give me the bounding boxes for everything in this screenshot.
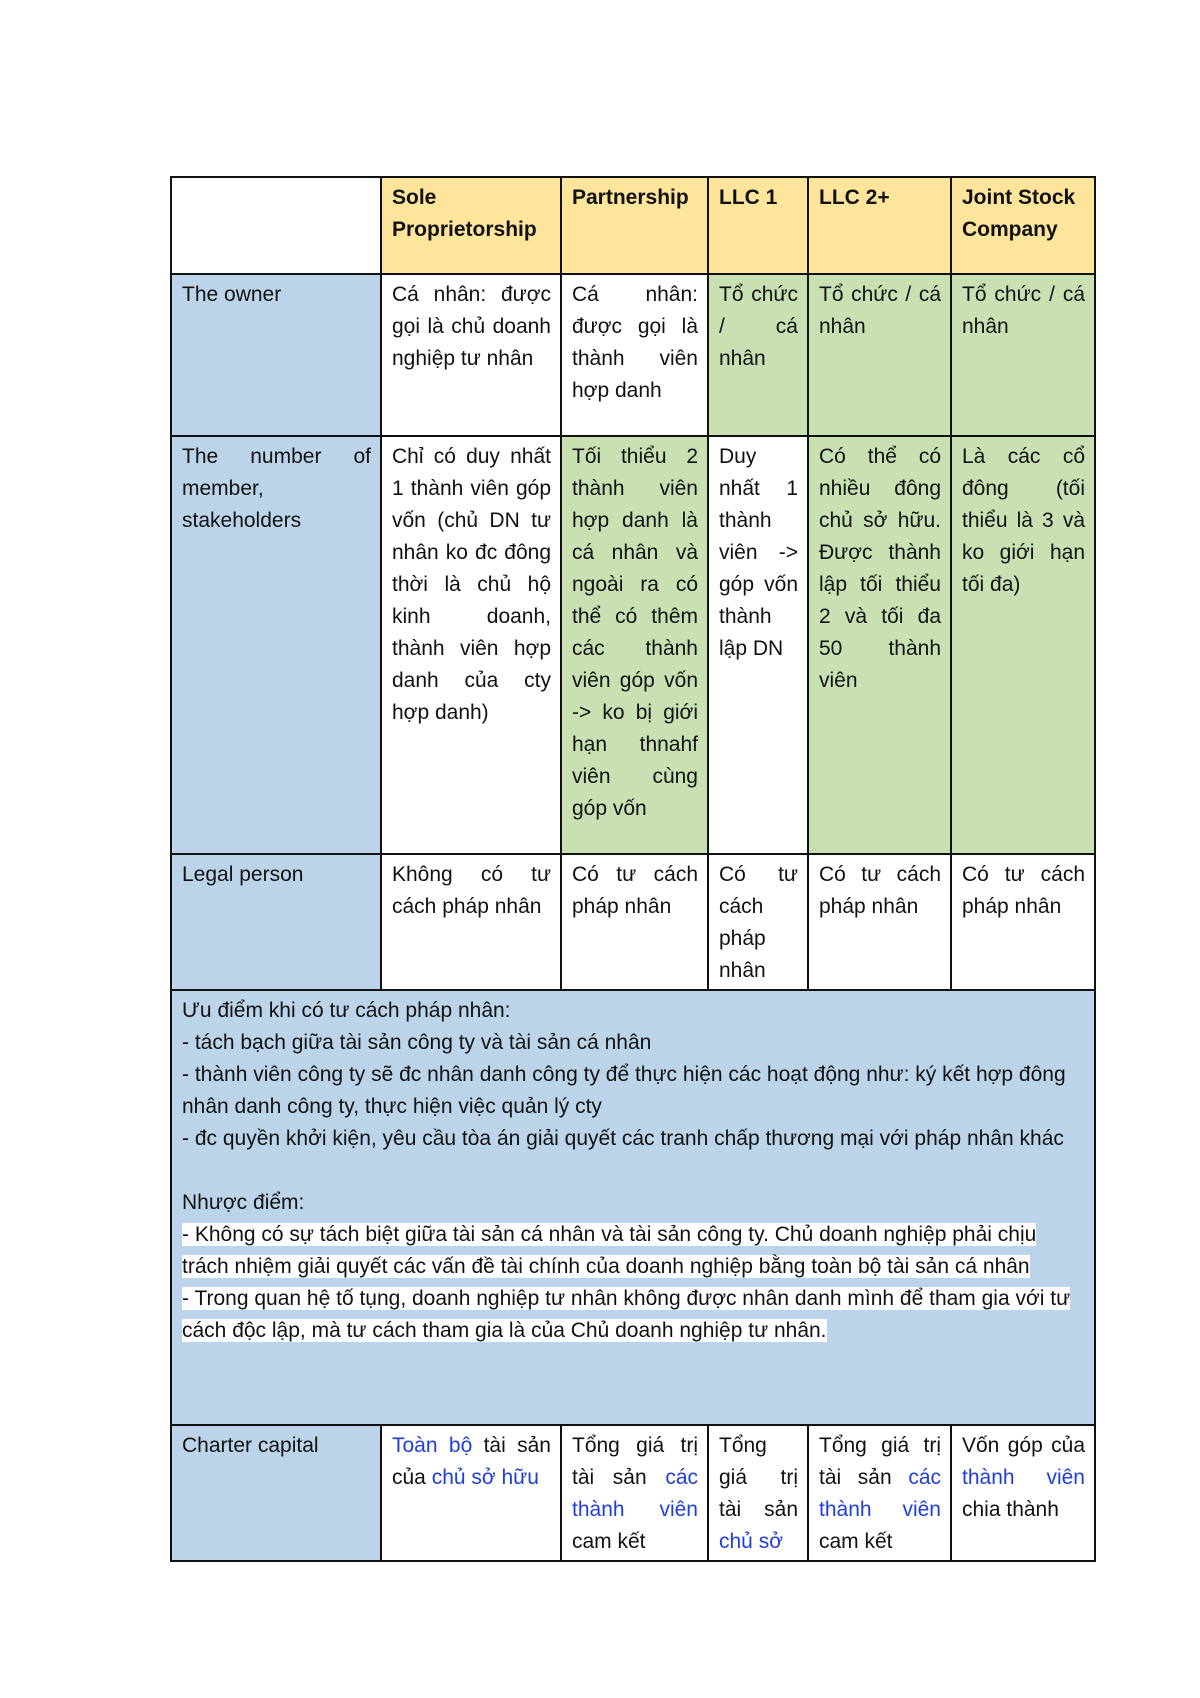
legal-sole: Không có tư cách pháp nhân xyxy=(381,854,561,990)
members-jsc: Là các cổ đông (tối thiểu là 3 và ko giới hạn tối đa) xyxy=(951,436,1095,854)
members-llc2: Có thể có nhiều đông chủ sở hữu. Được thành lập tối thiểu 2 và tối đa 50 thành viên xyxy=(808,436,951,854)
capital-sole-owner-link[interactable]: chủ sở hữu xyxy=(431,1466,539,1489)
disadvantage-item-highlighted: - Trong quan hệ tố tụng, doanh nghiệp tư nhân không được nhân danh mình để tham gia với tư cách độc lập, mà tư cách tham gia là của Chủ doanh nghiệp tư nhân. xyxy=(182,1287,1071,1342)
advantage-item: - đc quyền khởi kiện, yêu cầu tòa án giải quyết các tranh chấp thương mại với pháp nhân khác xyxy=(182,1127,1064,1150)
capital-sole-text: tài sản của xyxy=(392,1434,551,1489)
capital-sole-link[interactable]: Toàn bộ xyxy=(392,1434,473,1457)
advantage-item: - tách bạch giữa tài sản công ty và tài sản cá nhân xyxy=(182,1031,652,1054)
owner-jsc: Tổ chức / cá nhân xyxy=(951,274,1095,436)
legal-partnership: Có tư cách pháp nhân xyxy=(561,854,708,990)
capital-llc2-tail: cam kết xyxy=(819,1530,893,1553)
owner-llc1: Tổ chức / cá nhân xyxy=(708,274,808,436)
disadvantage-item-highlighted: - Không có sự tách biệt giữa tài sản cá nhân và tài sản công ty. Chủ doanh nghiệp phải chịu trách nhiệm giải quyết các vấn đề tài chính của doanh nghiệp bằng toàn bộ tài sản cá nhân xyxy=(182,1223,1037,1278)
advantages-title: Ưu điểm khi có tư cách pháp nhân: xyxy=(182,999,511,1022)
advantage-item: - thành viên công ty sẽ đc nhân danh công ty để thực hiện các hoạt động như: ký kết hợp đông nhân danh công ty, thực hiện việc quản lý cty xyxy=(182,1063,1066,1118)
capital-sole xyxy=(381,1425,561,1561)
owner-llc2: Tổ chức / cá nhân xyxy=(808,274,951,436)
capital-jsc xyxy=(951,1425,1095,1561)
capital-partnership-link[interactable]: các thành viên xyxy=(572,1466,698,1521)
header-row xyxy=(171,177,1095,274)
capital-llc2-link[interactable]: các thành viên xyxy=(819,1466,941,1521)
capital-partnership xyxy=(561,1425,708,1561)
disadvantages-title: Nhược điểm: xyxy=(182,1191,305,1214)
corner-cell xyxy=(171,177,381,274)
capital-llc1-link[interactable]: chủ sở xyxy=(719,1530,783,1553)
members-row xyxy=(171,436,1095,854)
header-llc1: LLC 1 xyxy=(708,177,808,274)
members-sole: Chỉ có duy nhất 1 thành viên góp vốn (chủ DN tư nhân ko đc đông thời là chủ hộ kinh doanh, thành viên hợp danh của cty hợp danh) xyxy=(381,436,561,854)
capital-llc1 xyxy=(708,1425,808,1561)
owner-partnership: Cá nhân: được gọi là thành viên hợp danh xyxy=(561,274,708,436)
row-label-charter-capital: Charter capital xyxy=(171,1425,381,1561)
capital-partnership-text: Tổng giá trị tài sản xyxy=(572,1434,698,1489)
capital-jsc-link[interactable]: thành viên xyxy=(962,1466,1085,1489)
capital-llc1-text: Tổng giá trị tài sản xyxy=(719,1434,798,1521)
charter-capital-row xyxy=(171,1425,1095,1561)
comparison-table xyxy=(170,176,1096,1562)
spacer xyxy=(182,1155,1085,1187)
legal-llc1: Có tư cách pháp nhân xyxy=(708,854,808,990)
legal-person-row xyxy=(171,854,1095,990)
row-label-owner: The owner xyxy=(171,274,381,436)
owner-row xyxy=(171,274,1095,436)
capital-llc2 xyxy=(808,1425,951,1561)
header-llc2: LLC 2+ xyxy=(808,177,951,274)
owner-sole: Cá nhân: được gọi là chủ doanh nghiệp tư nhân xyxy=(381,274,561,436)
legal-llc2: Có tư cách pháp nhân xyxy=(808,854,951,990)
header-joint-stock-company: Joint Stock Company xyxy=(951,177,1095,274)
row-label-legal-person: Legal person xyxy=(171,854,381,990)
header-sole-proprietorship: Sole Proprietorship xyxy=(381,177,561,274)
members-llc1: Duy nhất 1 thành viên -> góp vốn thành lập DN xyxy=(708,436,808,854)
header-partnership: Partnership xyxy=(561,177,708,274)
capital-jsc-text: Vốn góp của xyxy=(962,1434,1085,1457)
notes-row xyxy=(171,990,1095,1425)
capital-jsc-tail: chia thành xyxy=(962,1498,1059,1521)
row-label-members: The number of member, stakeholders xyxy=(171,436,381,854)
notes-cell xyxy=(171,990,1095,1425)
capital-llc2-text: Tổng giá trị tài sản xyxy=(819,1434,941,1489)
capital-partnership-tail: cam kết xyxy=(572,1530,646,1553)
legal-jsc: Có tư cách pháp nhân xyxy=(951,854,1095,990)
members-partnership: Tối thiểu 2 thành viên hợp danh là cá nhân và ngoài ra có thể có thêm các thành viên góp vốn -> ko bị giới hạn thnahf viên cùng góp vốn xyxy=(561,436,708,854)
